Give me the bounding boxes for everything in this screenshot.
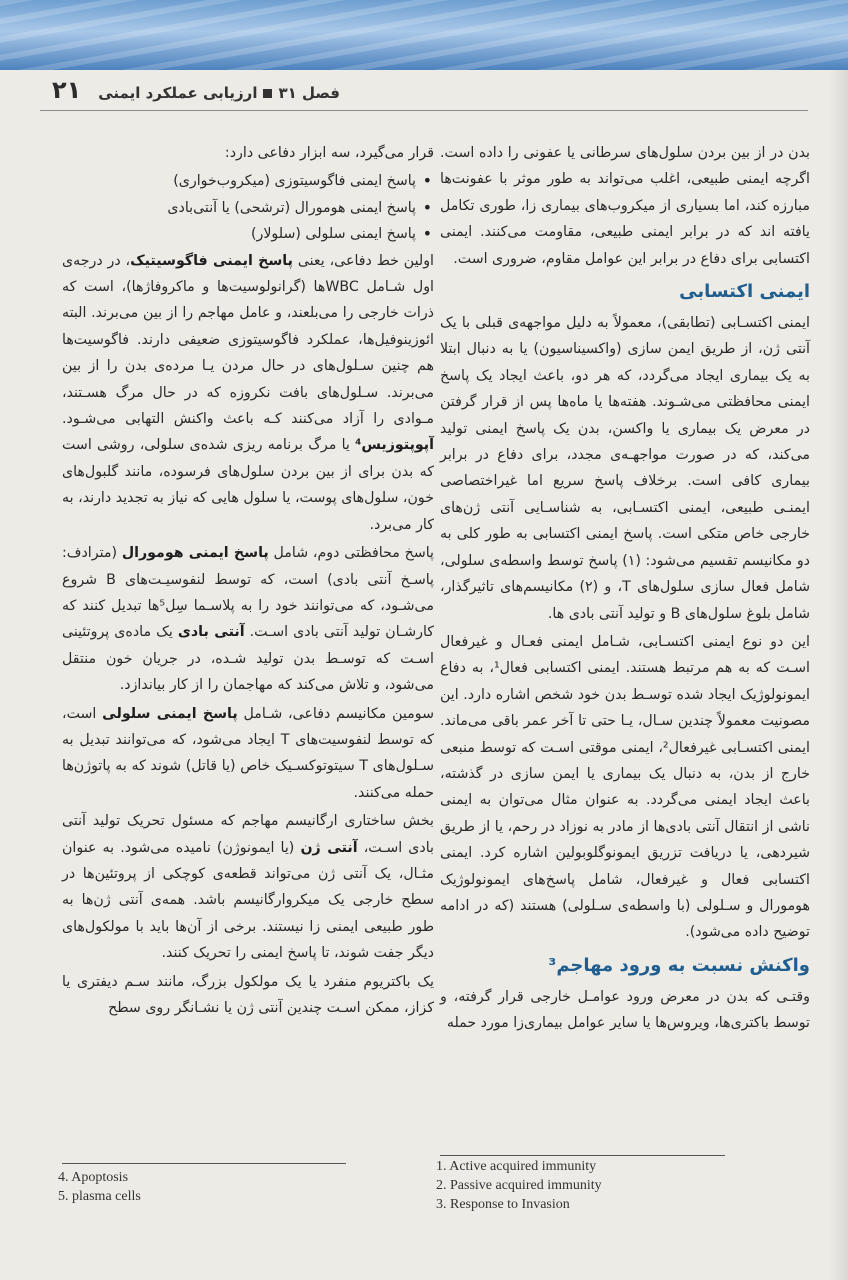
text-run: است، که توسط لنفوسیت‌های T ایجاد می‌شود، که می‌توانند تبدیل به سـلول‌های T سیتوتوکسـیک خاص (یا قاتل) شوند که به پاتوژن‌ها حمله می‌کنند. (62, 705, 434, 801)
list-item: • پاسخ ایمنی سلولی (سلولار) (62, 221, 416, 247)
footnote: 3. Response to Invasion (436, 1197, 570, 1212)
page-header (0, 70, 848, 120)
bold-term: آنتی بادی (177, 624, 245, 641)
paragraph-humoral (62, 540, 434, 698)
page-edge-shadow (828, 70, 848, 1280)
bold-term: آنتی ژن (300, 839, 358, 856)
footnote-divider (62, 1163, 346, 1164)
bold-term: پاسخ ایمنی فاگوسیتیک (130, 252, 293, 269)
list-item: • پاسخ ایمنی هومورال (ترشحی) یا آنتی‌بادی (62, 195, 416, 221)
paragraph-antigen (62, 808, 434, 966)
bold-term: آپوپتوزیس⁴ (355, 437, 434, 454)
defense-list (62, 168, 434, 247)
text-run: یک ماده‌ی پروتئینی اسـت که توسـط بدن تولید شـده، در جریان خون منتقل می‌شود، و تلاش می‌کند که مهاجمان را از کار بیاندازد. (62, 624, 434, 694)
paragraph: بدن در از بین بردن سلول‌های سرطانی یا عفونی را داده است. اگرچه ایمنی طبیعی، اغلب می‌تواند به طور موثر با عفونت‌ها مبارزه کند، اما بسیاری از میکروب‌های بیماری زا، طوری تکامل یافته اند که در برابر ایمنی طبیعی، مقاومت می‌کنند. ایمنی اکتسابی برای دفاع در برابر این عوامل مقاوم، ضروری است. (440, 145, 810, 267)
paragraph: ایمنی اکتسـابی (تطابقی)، معمولاً به دلیل مواجهه‌ی قبلی با یک آنتی ژن، از طریق ایمن سازی (واکسیناسیون) یا به دنبال ابتلا به یک بیماری ایجاد می‌گردد، که هر دو، باعث ایجاد یک پاسخ ایمنی محافظتی می‌شـوند. هفته‌ها یا ماه‌ها پس از قرار گرفتن در معرض یک بیماری یا واکسن، بدن یک پاسخ ایمنی تولید می‌کند، که در صورت مواجهـه‌ی مجدد، برای دفاع در برابر بیماری کافی است. برخلاف پاسخ سریع اما غیراختصاصی ایمنـی طبیعی، ایمنی اکتسـابی، به شناسـایی آنتی ژن‌های خارجی خاص متکی است. پاسخ ایمنی اکتسابی به طور کلی به دو مکانیسم تقسیم می‌شود: (۱) پاسخ توسط واسطه‌ی سلولی، شامل فعال سازی سلول‌های T، و (۲) مکانیسم‌های تاثیرگذار، شامل بلوغ سلول‌های B و تولید آنتی بادی ها. (440, 315, 810, 622)
header-divider (40, 110, 808, 111)
text-run: سومین مکانیسم دفاعی، شـامل (243, 705, 434, 722)
paragraph-cellular (62, 701, 434, 807)
footnote-divider (440, 1155, 725, 1156)
section-heading-response-to-invasion: واکنش نسبت به ورود مهاجم³ (548, 954, 810, 976)
list-item: • پاسخ ایمنی فاگوسیتوزی (میکروب‌خواری) (62, 168, 416, 194)
footnotes-left (58, 1168, 141, 1206)
page-number: ۲۱ (52, 76, 82, 104)
footnote: 2. Passive acquired immunity (436, 1178, 602, 1193)
text-run: پاسخ محافظتی دوم، شامل (273, 545, 434, 562)
footnote: 1. Active acquired immunity (436, 1159, 597, 1174)
paragraph: قرار می‌گیرد، سه ابزار دفاعی دارد: (224, 145, 434, 161)
text-run: ، در درجه‌ی اول شـامل WBCها (گرانولوسیت‌ها و ماکروفاژها)، است که ذرات خارجی را می‌بلعند، و عامل مهاجم را از بین می‌برند. البته ائوزینوفیل‌ها، عملکرد فاگوسیتوزی ضعیفی دارند. فاگوسیت‌ها هم چنین سـلول‌های در حال مردن یـا مرده‌ی بدن را از بین می‌برند. سـلول‌های بافت نکروزه که در حال مرگ هسـتند، مـوادی را آزاد می‌کنند کـه باعث واکنش التهابی می‌شـود. (62, 252, 434, 428)
left-text-column (62, 140, 434, 1023)
paragraph: یک باکتریوم منفرد یا یک مولکول بزرگ، مانند سـم دیفتری یا کزاز، ممکن اسـت چندین آنتی ژن یا نشـانگر روی سطح (62, 973, 434, 1016)
paragraph: این دو نوع ایمنی اکتسـابی، شـامل ایمنی فعـال و غیرفعال اسـت که به هم مرتبط هستند. ایمنی اکتسابی فعال¹، به دفاع ایمونولوژیک ایجاد شده توسـط بدن خود شخص اشاره دارد. این مصونیت معمولاً چندین سـال، یـا حتی تا آخر عمر باقی می‌ماند. ایمنی اکتسـابی غیرفعال²، ایمنی موقتی اسـت که توسط منبعی خارج از بدن، به دنبال یک بیماری یا ایمن سازی در گذشته، باعث ایجاد ایمنی می‌گردد. به عنوان مثال می‌توان به ایمنی ناشی از انتقال آنتی بادی‌ها از مادر به نوزاد در رحم، یا از طریق شیردهی، یا دریافت تزریق ایمونوگلوبولین اشاره کرد. ایمنی اکتسابی فعال و غیرفعال، شامل پاسخ‌های ایمونولوژیک هومورال و سـلولی (با واسطه‌ی سـلولی) هستند (که در ادامه توضیح داده می‌شود). (440, 633, 810, 941)
paragraph-phagocytic (62, 248, 434, 538)
text-run: (مترادف: پاسـخ آنتی بادی) است، که توسط لنفوسیـت‌های B شروع می‌شـود، که می‌توانند خود را به پلاسـما سِل⁵ها تبدیل کنند که کارشـان تولید آنتی بادی اسـت. (62, 545, 435, 641)
chapter-title: ارزیابی عملکرد ایمنی (98, 84, 258, 102)
text-run: بخش ساختاری ارگانیسم مهاجم که مسئول تحریک تولید آنتی بادی اسـت، (62, 813, 434, 856)
chapter-heading (98, 84, 340, 102)
footnotes-right (436, 1157, 602, 1214)
right-text-column (440, 140, 810, 1039)
text-run: اولین خط دفاعی، یعنی (297, 252, 435, 269)
square-bullet-icon (263, 89, 272, 98)
bold-term: پاسخ ایمنی سلولی (102, 705, 238, 722)
footnote: 4. Apoptosis (58, 1170, 129, 1185)
paragraph: وقتـی که بدن در معرض ورود عوامـل خارجی قرار گرفته، و توسط باکتری‌ها، ویروس‌ها یا سایر عوامل بیماری‌زا مورد حمله (440, 988, 810, 1032)
bold-term: پاسخ ایمنی هومورال (121, 545, 269, 562)
chapter-label: فصل ۳۱ (278, 84, 340, 102)
text-run: یا مرگ برنامه ریزی شده‌ی سلولی، روشی است که بدن برای از بین بردن سلول‌های فرسوده، مانند گلبول‌های خون، سلول‌های پوست، یا سلول هایی که نیاز به تجدید دارند، به کار می‌برد. (62, 437, 434, 533)
section-heading-acquired-immunity: ایمنی اکتسابی (679, 281, 810, 303)
decorative-header-banner (0, 0, 848, 70)
text-run: (یا ایمونوژن) نامیده می‌شود. به عنوان مثـال، یک آنتی ژن می‌تواند قطعه‌ی کوچکی از پروتئین‌ها در سطح خارجی یک میکروارگانیسم باشد. همه‌ی آنتی ژن‌ها به طور طبیعی ایمنی زا نیستند. برخی از آن‌ها باید با مولکول‌های دیگر جفت شوند، تا پاسخ ایمنی را تحریک کنند. (62, 839, 434, 962)
footnote: 5. plasma cells (58, 1189, 141, 1204)
